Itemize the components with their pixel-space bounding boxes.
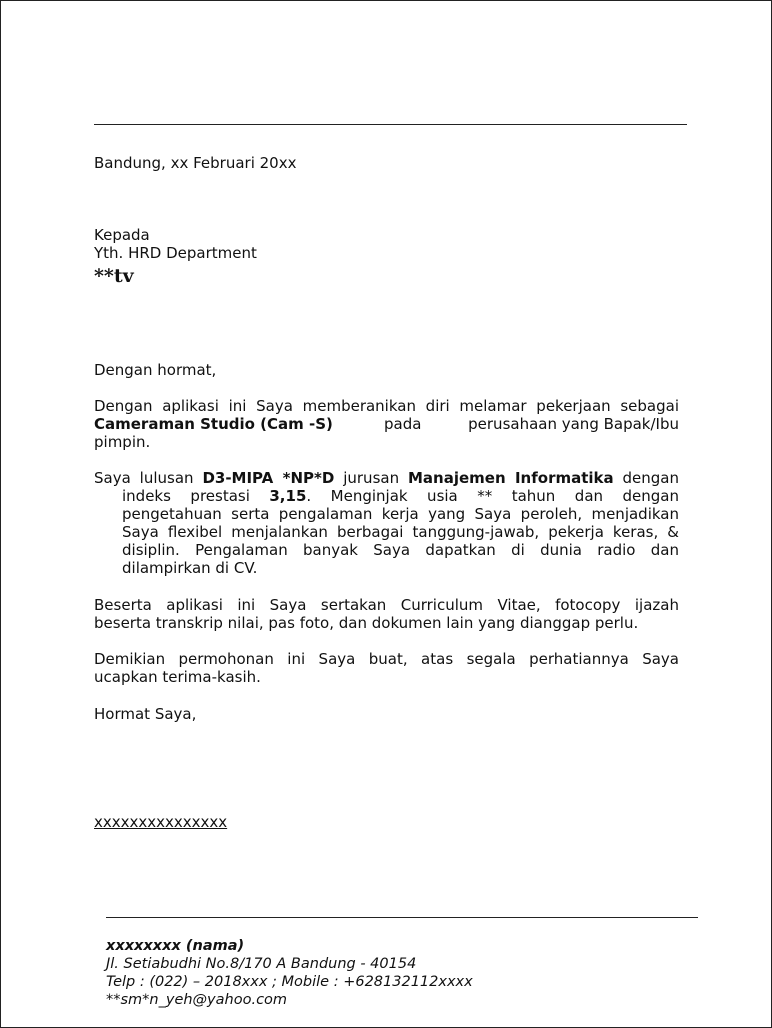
p1-line3: pimpin. bbox=[94, 433, 151, 451]
closing: Hormat Saya, bbox=[94, 705, 197, 723]
recipient-company: **tv bbox=[94, 265, 134, 287]
p3-line2: beserta transkrip nilai, pas foto, dan dokumen lain yang dianggap perlu. bbox=[94, 614, 639, 632]
p1-line2-mid: pada bbox=[384, 415, 422, 433]
p2-line2 bbox=[122, 487, 679, 505]
p4-line2: ucapkan terima-kasih. bbox=[94, 668, 261, 686]
p2-l2-c: . Menginjak usia ** tahun dan dengan bbox=[306, 487, 679, 505]
recipient-department: Yth. HRD Department bbox=[94, 244, 257, 262]
p2-l1-c: jurusan bbox=[334, 469, 408, 487]
footer-address: Jl. Setiabudhi No.8/170 A Bandung - 40154 bbox=[106, 956, 417, 972]
p2-line6: dilampirkan di CV. bbox=[122, 559, 258, 577]
p2-line1 bbox=[94, 469, 679, 487]
footer-phone: Telp : (022) – 2018xxx ; Mobile : +628132112xxxx bbox=[106, 974, 473, 990]
header-rule bbox=[94, 124, 687, 125]
recipient-kepada: Kepada bbox=[94, 226, 150, 244]
education-degree: D3-MIPA *NP*D bbox=[202, 469, 335, 487]
place-date: Bandung, xx Februari 20xx bbox=[94, 154, 297, 172]
signature-name: xxxxxxxxxxxxxxx bbox=[94, 813, 228, 831]
p1-line2-end: perusahaan yang Bapak/Ibu bbox=[468, 415, 679, 433]
footer-email: **sm*n_yeh@yahoo.com bbox=[106, 992, 288, 1008]
applied-position: Cameraman Studio (Cam -S) bbox=[94, 415, 333, 433]
p2-l1-e: dengan bbox=[613, 469, 680, 487]
footer-name: xxxxxxxx (nama) bbox=[106, 938, 245, 954]
p3-line1: Beserta aplikasi ini Saya sertakan Curriculum Vitae, fotocopy ijazah bbox=[94, 596, 679, 614]
gpa: 3,15 bbox=[269, 487, 307, 505]
greeting: Dengan hormat, bbox=[94, 361, 217, 379]
p1-line1: Dengan aplikasi ini Saya memberanikan diri melamar pekerjaan sebagai bbox=[94, 397, 679, 415]
p2-line4: Saya flexibel menjalankan berbagai tanggung-jawab, pekerja keras, & bbox=[122, 523, 679, 541]
p4-line1: Demikian permohonan ini Saya buat, atas segala perhatiannya Saya bbox=[94, 650, 679, 668]
p2-l2-a: indeks prestasi bbox=[122, 487, 270, 505]
footer-rule bbox=[106, 917, 698, 918]
major: Manajemen Informatika bbox=[407, 469, 614, 487]
p2-line3: pengetahuan serta pengalaman kerja yang Saya peroleh, menjadikan bbox=[122, 505, 679, 523]
p2-line5: disiplin. Pengalaman banyak Saya dapatkan di dunia radio dan bbox=[122, 541, 679, 559]
p2-l1-a: Saya lulusan bbox=[94, 469, 203, 487]
p1-line2 bbox=[94, 415, 679, 433]
